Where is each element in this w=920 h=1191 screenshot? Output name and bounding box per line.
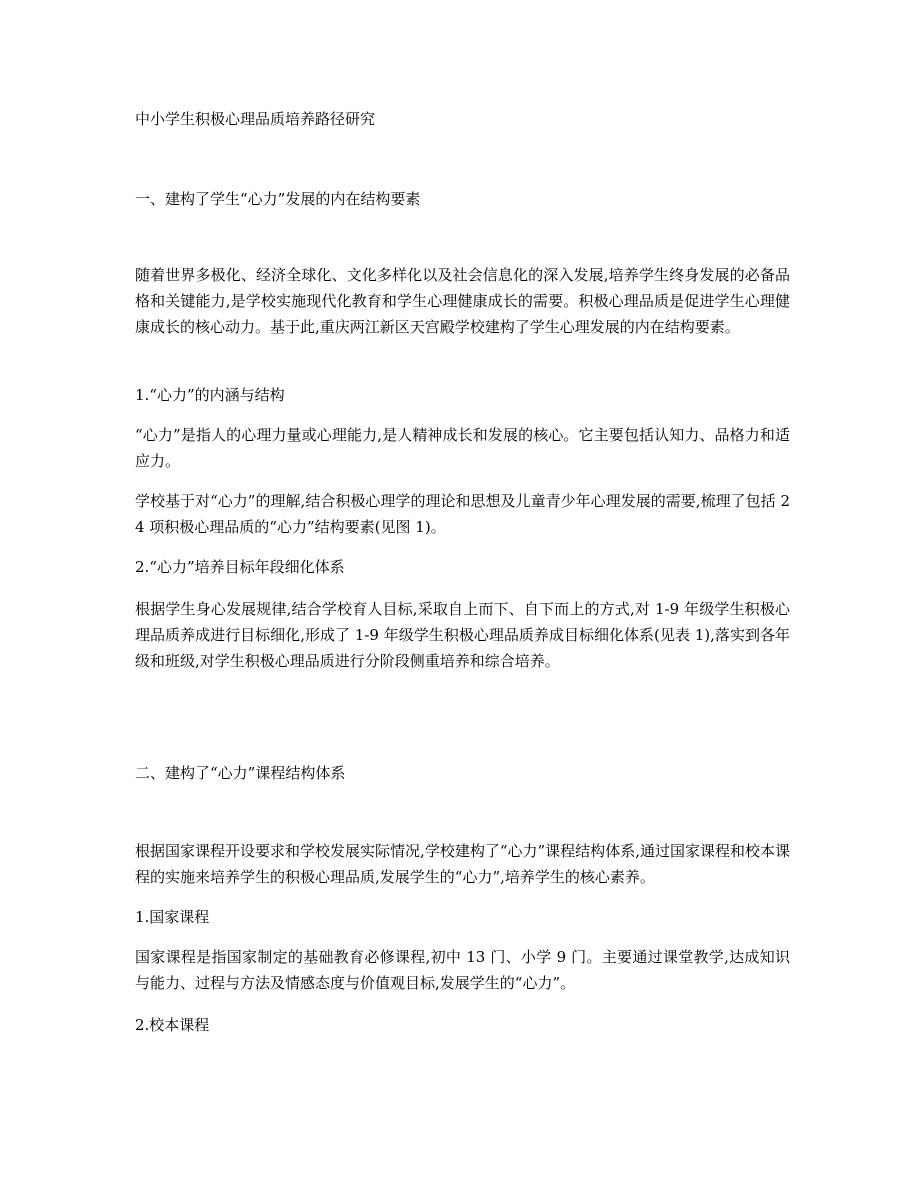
section1-intro-paragraph: 随着世界多极化、经济全球化、文化多样化以及社会信息化的深入发展,培养学生终身发展的必备品格和关键能力,是学校实施现代化教育和学生心理健康成长的需要。积极心理品质是促进学生心理健康成长的核心动力。基于此,重庆两江新区天宫殿学校建构了学生心理发展的内在结构要素。	[135, 266, 790, 336]
section1-sub2-paragraph: 根据学生身心发展规律,结合学校育人目标,采取自上而下、自下而上的方式,对 1-9 年级学生积极心理品质养成进行目标细化,形成了 1-9 年级学生积极心理品质养成目标细化体系(见表 1),落实到各年级和班级,对学生积极心理品质进行分阶段侧重培养和综合培养。	[135, 600, 790, 670]
section1-heading: 一、建构了学生“心力”发展的内在结构要素	[135, 190, 421, 208]
section1-sub2-heading: 2.“心力”培养目标年段细化体系	[135, 558, 345, 576]
section2-intro-paragraph: 根据国家课程开设要求和学校发展实际情况,学校建构了“心力”课程结构体系,通过国家课程和校本课程的实施来培养学生的积极心理品质,发展学生的“心力”,培养学生的核心素养。	[135, 842, 790, 886]
document-title: 中小学生积极心理品质培养路径研究	[135, 110, 376, 128]
section1-sub1-paragraph-2: 学校基于对“心力”的理解,结合积极心理学的理论和思想及儿童青少年心理发展的需要,梳理了包括 24 项积极心理品质的“心力”结构要素(见图 1)。	[135, 492, 790, 536]
section1-sub1-heading: 1.“心力”的内涵与结构	[135, 386, 285, 404]
section2-sub1-heading: 1.国家课程	[135, 908, 210, 926]
section1-sub1-paragraph-1: “心力”是指人的心理力量或心理能力,是人精神成长和发展的核心。它主要包括认知力、品格力和适应力。	[135, 426, 790, 470]
section2-sub2-heading: 2.校本课程	[135, 1016, 210, 1034]
section2-heading: 二、建构了“心力”课程结构体系	[135, 764, 346, 782]
section2-sub1-paragraph: 国家课程是指国家制定的基础教育必修课程,初中 13 门、小学 9 门。主要通过课堂教学,达成知识与能力、过程与方法及情感态度与价值观目标,发展学生的“心力”。	[135, 948, 790, 992]
